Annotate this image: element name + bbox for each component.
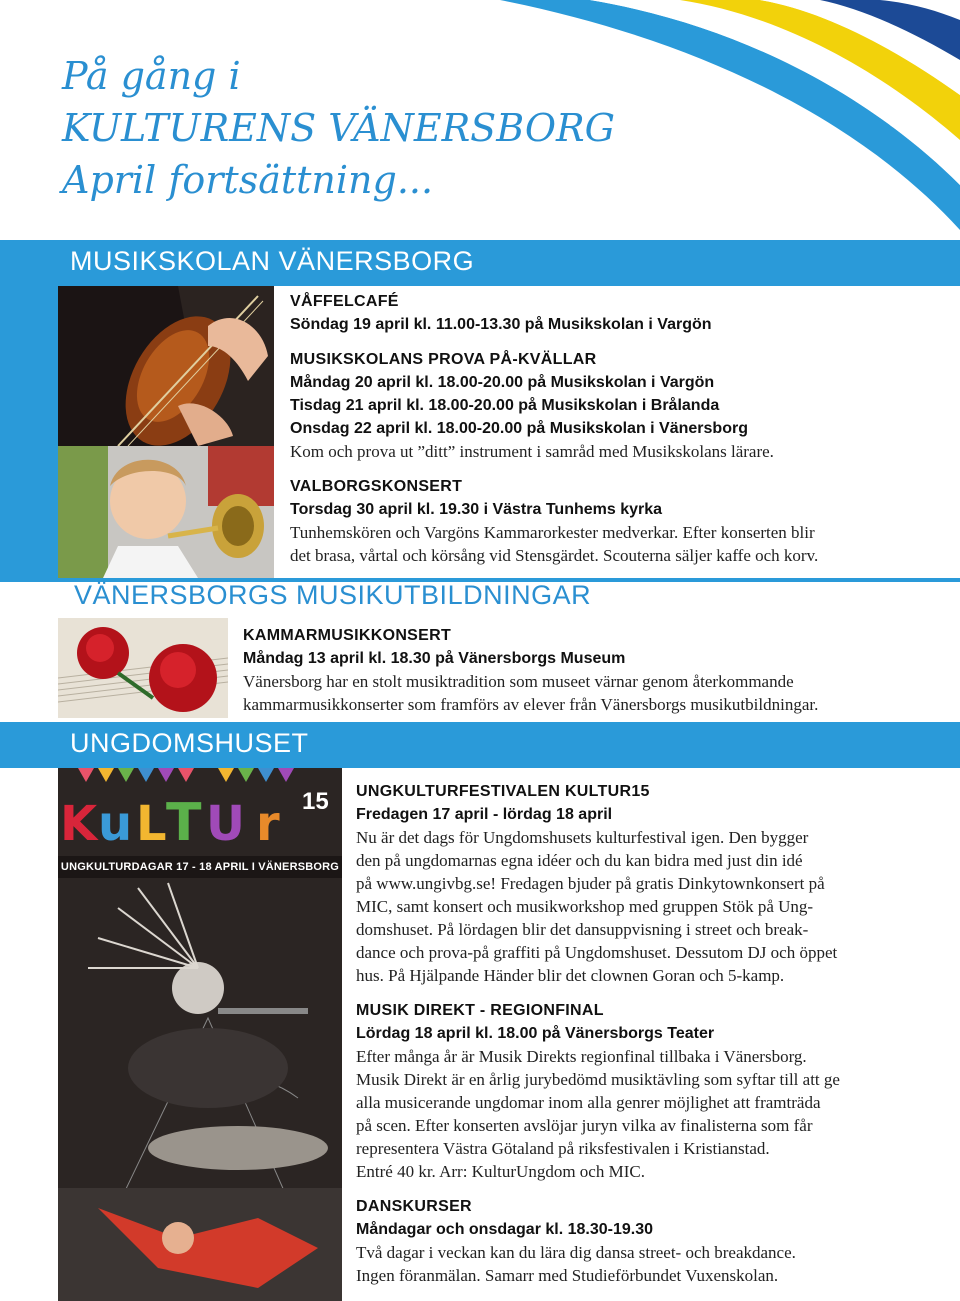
prova-pa-heading: MUSIKSKOLANS PROVA PÅ-KVÄLLAR [290,351,597,368]
section-band-ungdomshuset [0,722,960,768]
musikdirekt-description-4: på scen. Efter konserten avslöjar juryn vilka av finalisterna som får [356,1116,813,1135]
svg-text:r: r [256,796,280,852]
svg-text:K: K [60,796,98,852]
section-title-ungdomshuset: UNGDOMSHUSET [70,728,309,758]
musikdirekt-description-1: Efter många år är Musik Direkts regionfinal tillbaka i Vänersborg. [356,1047,807,1066]
section-title-musikskolan: MUSIKSKOLAN VÄNERSBORG [70,246,475,276]
musikdirekt-description-2: Musik Direkt är en årlig jurybedömd musiktävling som syftar till att ge [356,1070,840,1089]
musikdirekt-heading: MUSIK DIREKT - REGIONFINAL [356,1002,604,1019]
festival-description-2: den på ungdomarnas egna idéer och du kan bidra med just din idé [356,851,803,870]
dans-description-2: Ingen föranmälan. Samarr med Studieförbundet Vuxenskolan. [356,1266,779,1285]
vaffelcafe-heading: VÅFFELCAFÉ [290,293,399,310]
musikdirekt-date: Lördag 18 april kl. 18.00 på Vänersborgs Teater [356,1025,715,1042]
page-title [62,50,615,206]
prova-pa-description: Kom och prova ut ”ditt” instrument i samråd med Musikskolans lärare. [290,442,774,461]
dans-date: Måndagar och onsdagar kl. 18.30-19.30 [356,1221,654,1238]
roses-photo [58,618,228,718]
musikdirekt-description-5: representera Västra Götaland på riksfestivalen i Kristianstad. [356,1139,770,1158]
dans-heading: DANSKURSER [356,1198,472,1215]
festival-heading: UNGKULTURFESTIVALEN KULTUR15 [356,783,650,800]
title-line-2: KULTURENS VÄNERSBORG [62,106,615,150]
festival-description-6: dance och prova-på graffiti på Ungdomshuset. Dessutom DJ och öppet [356,943,838,962]
kultur15-poster [58,768,342,1301]
valborg-description-1: Tunhemskören och Vargöns Kammarorkester medverkar. Efter konserten blir [290,523,815,542]
prova-pa-date-2: Tisdag 21 april kl. 18.00-20.00 på Musikskolan i Brålanda [290,397,720,414]
kammar-description-1: Vänersborg har en stolt musiktradition som museet värnar genom återkommande [243,672,794,691]
kammar-description-2: kammarmusikkonserter som framförs av elever från Vänersborgs musikutbildningar. [243,695,819,714]
musikdirekt-description-6: Entré 40 kr. Arr: KulturUngdom och MIC. [356,1162,645,1181]
prova-pa-date-1: Måndag 20 april kl. 18.00-20.00 på Musikskolan i Vargön [290,374,715,391]
svg-text:u: u [98,796,133,852]
prova-pa-date-3: Onsdag 22 april kl. 18.00-20.00 på Musikskolan i Vänersborg [290,420,748,437]
svg-text:L: L [136,796,167,852]
festival-description-3: på www.ungivbg.se! Fredagen bjuder på gratis Dinkytownkonsert på [356,874,825,893]
festival-description-4: MIC, samt konsert och musikworkshop med gruppen Stök på Ung- [356,897,814,916]
musikskolan-text [290,290,950,567]
trumpet-girl-photo [58,446,274,578]
festival-description-1: Nu är det dags för Ungdomshusets kulturfestival igen. Den bygger [356,828,809,847]
svg-text:T: T [166,793,202,853]
title-line-3: April fortsättning... [62,158,434,202]
dans-description-1: Två dagar i veckan kan du lära dig dansa street- och breakdance. [356,1243,796,1262]
valborg-date: Torsdag 30 april kl. 19.30 i Västra Tunhems kyrka [290,501,663,518]
vaffelcafe-date: Söndag 19 april kl. 11.00-13.30 på Musikskolan i Vargön [290,316,712,333]
festival-description-5: domshuset. På lördagen blir det dansuppvisning i street och break- [356,920,809,939]
utbildningar-text [243,624,953,716]
ungdomshuset-text [356,780,952,1287]
poster-number: 15 [302,788,329,815]
kammar-heading: KAMMARMUSIKKONSERT [243,627,452,644]
title-line-1: På gång i [62,54,241,98]
poster-banner: UNGKULTURDAGAR 17 - 18 APRIL I VÄNERSBORG [58,856,342,878]
section-title-utbildningar: VÄNERSBORGS MUSIKUTBILDNINGAR [74,580,592,610]
valborg-description-2: det brasa, vårtal och körsång vid Stensgärdet. Scouterna säljer kaffe och korv. [290,546,819,565]
musikdirekt-description-3: alla musicerande ungdomar inom alla genrer möjlighet att framträda [356,1093,821,1112]
svg-text:U: U [206,796,245,852]
kammar-date: Måndag 13 april kl. 18.30 på Vänersborgs Museum [243,650,626,667]
violin-photo [58,286,274,446]
valborg-heading: VALBORGSKONSERT [290,478,463,495]
festival-date: Fredagen 17 april - lördag 18 april [356,806,613,823]
festival-description-7: hus. På Hjälpande Händer blir det clownen Goran och 5-kamp. [356,966,785,985]
